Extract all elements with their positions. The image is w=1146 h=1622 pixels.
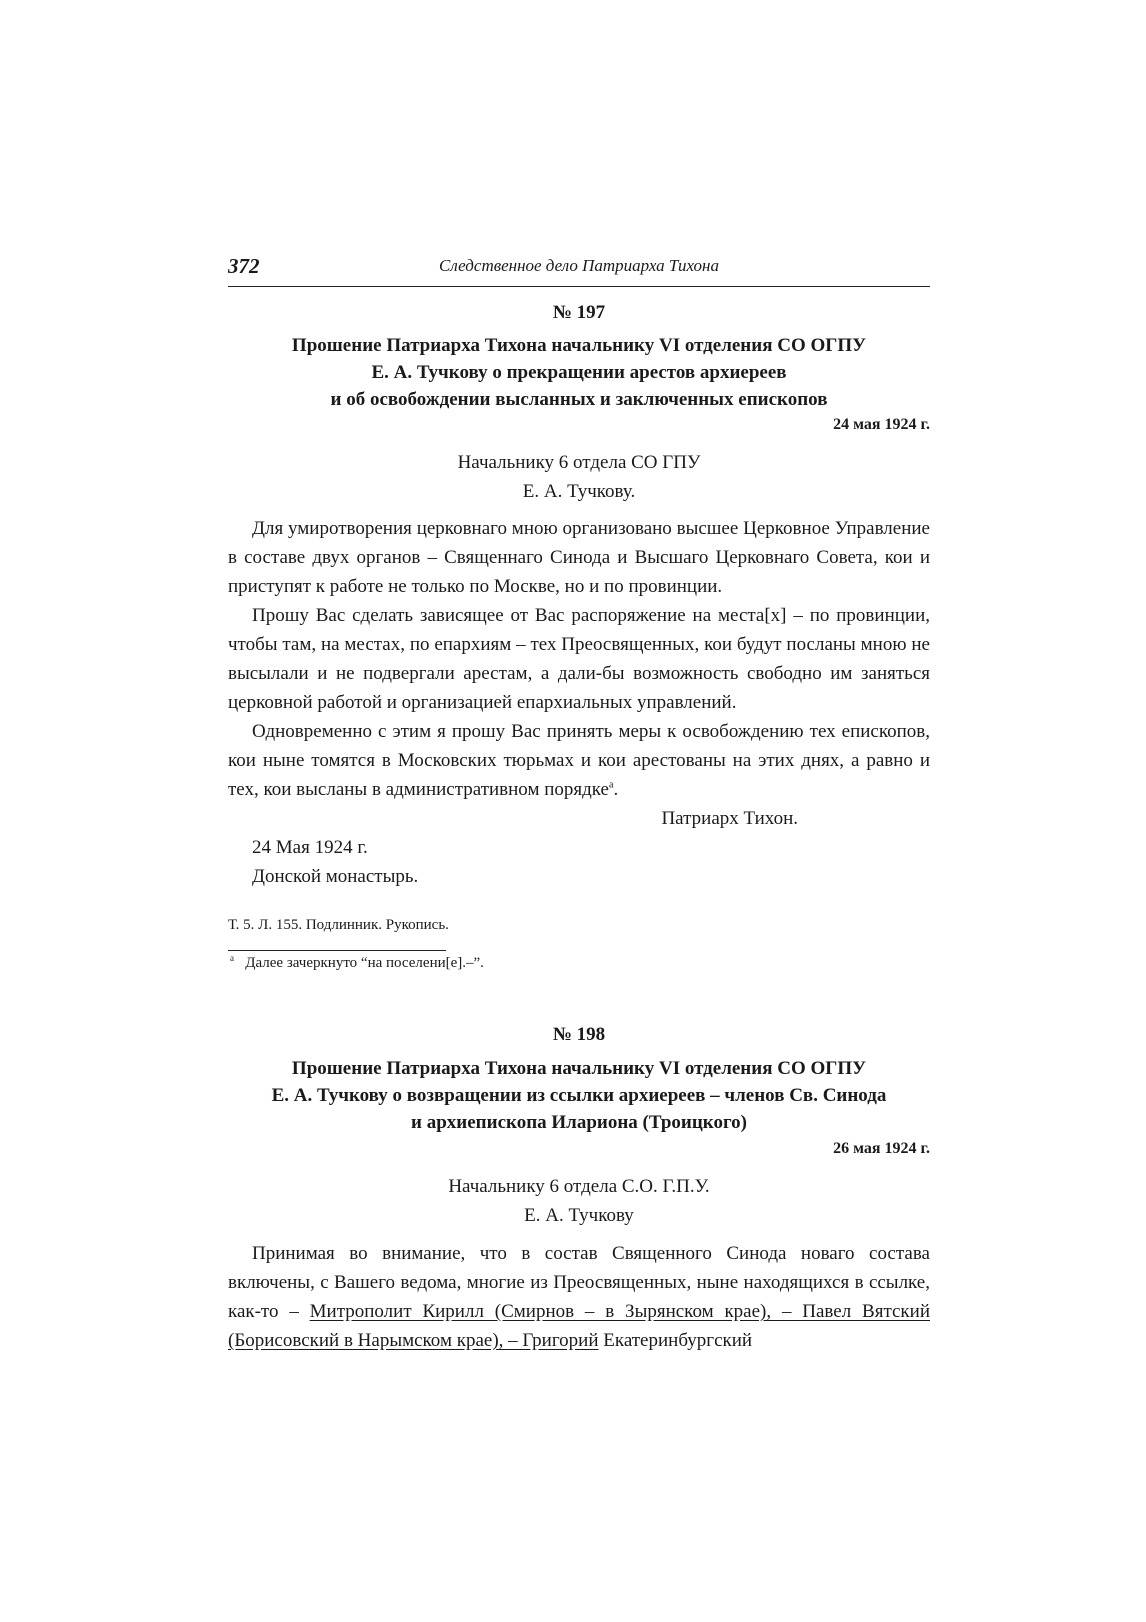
paragraph-text: Принимая во внимание, что в состав Священного Синода новаго состава включены, с Вашего ведома, многие из Преосвященных, ныне находящихся в ссылке, как-то – (228, 1243, 930, 1322)
book-page (228, 246, 930, 1355)
addressee (228, 448, 930, 506)
paragraph (228, 1239, 930, 1355)
running-title: Следственное дело Патриарха Тихона (439, 256, 719, 275)
underlined-names: Митрополит Кирилл (Смирнов – в Зырянском крае), – Павел Вятский (Борисовский в Нарымском крае), – Григорий (228, 1301, 930, 1351)
addressee-line: Е. А. Тучкову. (522, 481, 636, 502)
document-title (228, 332, 930, 413)
running-header (228, 246, 930, 287)
title-line: Е. А. Тучкову о возвращении из ссылки архиереев – членов Св. Синода (271, 1085, 887, 1106)
place-date (228, 833, 930, 891)
footnote (228, 955, 930, 972)
footnote-label: а (230, 953, 234, 963)
title-line: и об освобождении высланных и заключенных епископов (330, 389, 828, 410)
archival-source: Т. 5. Л. 155. Подлинник. Рукопись. (228, 917, 449, 933)
letter-place: Донской монастырь. (252, 866, 419, 887)
paragraph-text-tail: Екатеринбургский (598, 1330, 753, 1351)
addressee-line: Е. А. Тучкову (524, 1205, 634, 1226)
document-date: 24 мая 1924 г. (833, 416, 930, 433)
document-title (228, 1055, 930, 1136)
document-number: № 197 (552, 302, 606, 323)
footnote-text: Далее зачеркнуто “на поселени[е].–”. (245, 955, 484, 971)
addressee-line: Начальнику 6 отдела С.О. Г.П.У. (448, 1176, 710, 1197)
footnote-mark: а (608, 779, 614, 791)
paragraph: Прошу Вас сделать зависящее от Вас распоряжение на места[х] – по провинции, чтобы там, на местах, по епархиям – тех Преосвященных, кои будут посланы мною не высылали и не подвергали арестам, а дали-бы возможность свободно им заняться церковной работой и организацией епархиальных управлений. (228, 605, 930, 713)
title-line: Е. А. Тучкову о прекращении арестов архиереев (371, 362, 787, 383)
signature: Патриарх Тихон. (661, 808, 798, 829)
document-number: № 198 (552, 1024, 606, 1045)
title-line: Прошение Патриарха Тихона начальнику VI отделения СО ОГПУ (291, 335, 867, 356)
title-line: Прошение Патриарха Тихона начальнику VI отделения СО ОГПУ (291, 1058, 867, 1079)
page-number: 372 (228, 254, 260, 278)
document-198 (228, 1024, 930, 1355)
addressee-line: Начальнику 6 отдела СО ГПУ (457, 452, 701, 473)
paragraph: Одновременно с этим я прошу Вас принять меры к освобождению тех епископов, кои ныне томятся в Московских тюрьмах и кои арестованы на этих днях, а равно и тех, кои высланы в административном порядке$^а$. (228, 721, 930, 800)
document-date: 26 мая 1924 г. (833, 1140, 930, 1157)
title-line: и архиепископа Илариона (Троицкого) (411, 1112, 747, 1133)
paragraph: Для умиротворения церковнаго мною организовано высшее Церковное Управление в составе двух органов – Священнаго Синода и Высшаго Церковнаго Совета, кои и приступят к работе не только по Москве, но и по провинции. (228, 518, 930, 597)
document-197 (228, 302, 930, 972)
paragraph-text: Одновременно с этим я прошу Вас принять меры к освобождению тех епископов, кои ныне томятся в Московских тюрьмах и кои арестованы на этих днях, а равно и тех, кои высланы в административном порядке (228, 721, 930, 800)
addressee (228, 1172, 930, 1230)
letter-date: 24 Мая 1924 г. (252, 837, 368, 858)
footnote-divider (228, 950, 446, 951)
letter-body (228, 514, 930, 804)
